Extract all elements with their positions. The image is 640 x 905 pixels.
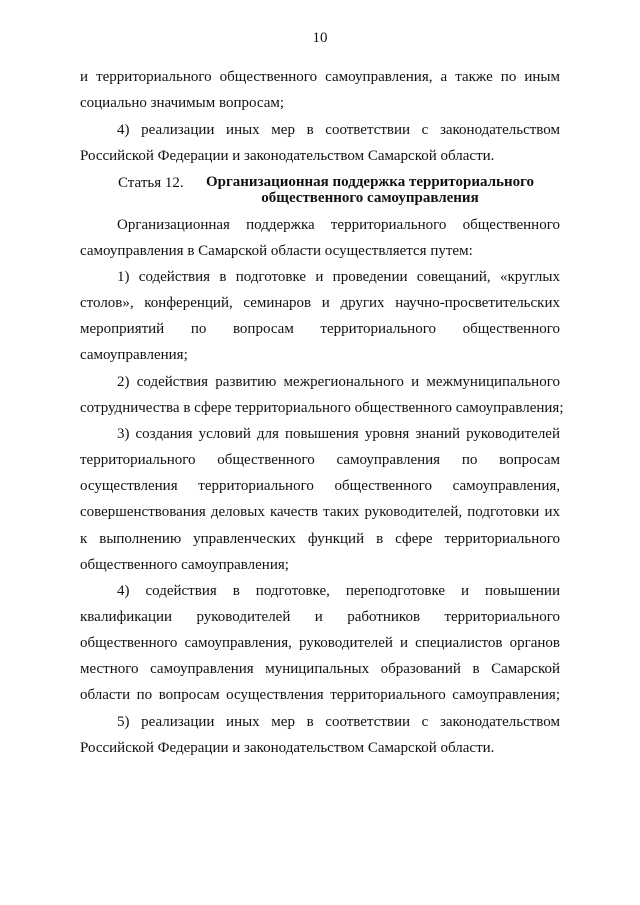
text-line: социально значимым вопросам; bbox=[80, 95, 285, 111]
page-number: 10 bbox=[312, 30, 328, 46]
text-line: 2) содействия развитию межрегионального и межмуниципального bbox=[117, 374, 560, 390]
text-line: общественного самоуправления; bbox=[80, 557, 289, 573]
text-line: области по вопросам осуществления территориального самоуправления; bbox=[80, 687, 560, 703]
text-line: Организационная поддержка территориального общественного bbox=[117, 217, 560, 233]
text-line: самоуправления в Самарской области осуществляется путем: bbox=[80, 243, 473, 259]
text-line: территориального общественного самоуправления по вопросам bbox=[80, 452, 560, 468]
text-line: 5) реализации иных мер в соответствии с законодательством bbox=[117, 714, 560, 730]
text-line: 1) содействия в подготовке и проведении совещаний, «круглых bbox=[117, 269, 560, 285]
article-title bbox=[200, 174, 540, 206]
text-line: столов», конференций, семинаров и других научно-просветительских bbox=[80, 295, 560, 311]
article-number: Статья 12. bbox=[118, 175, 184, 191]
article-title-line: Организационная поддержка территориального bbox=[205, 174, 535, 190]
text-line: мероприятий по вопросам территориального общественного bbox=[80, 321, 560, 337]
text-line: осуществления территориального общественного самоуправления, bbox=[80, 478, 560, 494]
text-line: 4) реализации иных мер в соответствии с законодательством bbox=[117, 122, 560, 138]
text-line: квалификации руководителей и работников территориального bbox=[80, 609, 560, 625]
text-line: Российской Федерации и законодательством Самарской области. bbox=[80, 148, 495, 164]
text-line: Российской Федерации и законодательством Самарской области. bbox=[80, 740, 495, 756]
text-line: сотрудничества в сфере территориального общественного самоуправления; bbox=[80, 400, 564, 416]
article-title-line: общественного самоуправления bbox=[261, 190, 479, 206]
text-line: самоуправления; bbox=[80, 347, 188, 363]
text-line: к выполнению управленческих функций в сфере территориального bbox=[80, 531, 560, 547]
text-line: 3) создания условий для повышения уровня знаний руководителей bbox=[117, 426, 560, 442]
text-line: совершенствования деловых качеств таких руководителей, подготовки их bbox=[80, 504, 560, 520]
text-line: и территориального общественного самоуправления, а также по иным bbox=[80, 69, 560, 85]
text-line: общественного самоуправления, руководителей и специалистов органов bbox=[80, 635, 560, 651]
text-line: местного самоуправления муниципальных образований в Самарской bbox=[80, 661, 560, 677]
text-line: 4) содействия в подготовке, переподготовке и повышении bbox=[117, 583, 560, 599]
